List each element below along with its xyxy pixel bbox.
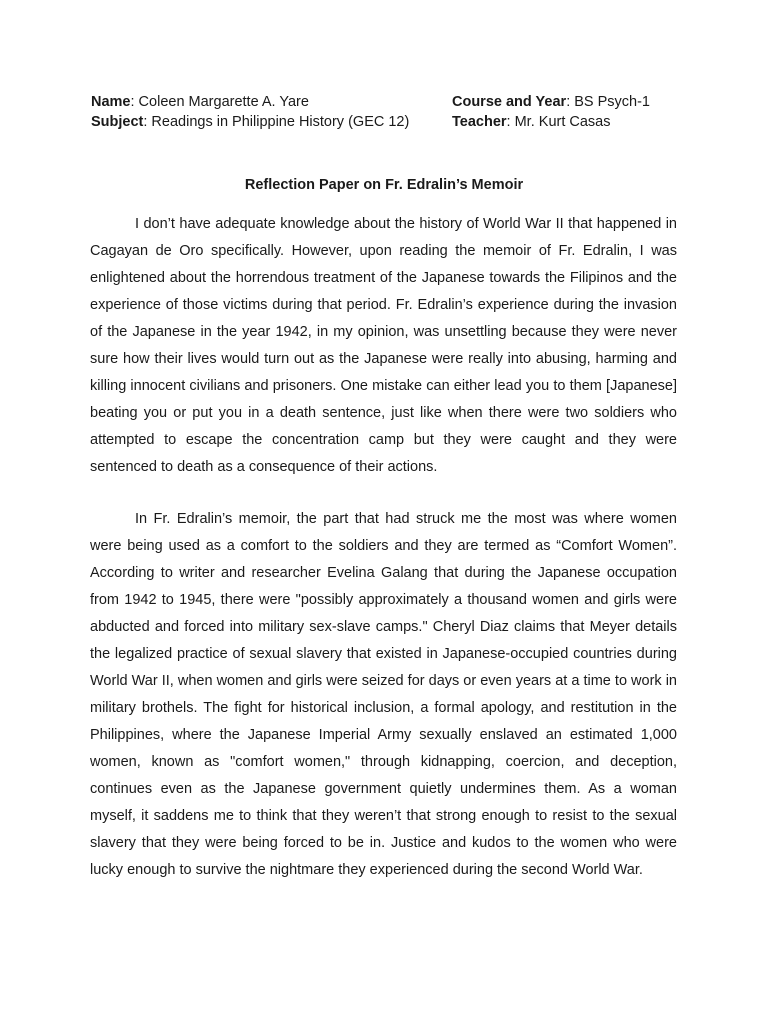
subject-label: Subject — [91, 114, 144, 130]
name-value: : Coleen Margarette A. Yare — [130, 94, 309, 110]
body-paragraph: In Fr. Edralin’s memoir, the part that had struck me the most was where women were being used as a comfort to the soldiers and they are termed as “Comfort Women”. According to writer and researcher Evelina Galang that during the Japanese occupation from 1942 to 1945, there were "possibly approximately a thousand women and girls were abducted and forced into military sex-slave camps." Cheryl Diaz claims that Meyer details the legalized practice of sexual slavery that existed in Japanese-occupied countries during World War II, when women and girls were seized for days or even years at a time to work in military brothels. The fight for historical inclusion, a formal apology, and restitution in the Philippines, where the Japanese Imperial Army sexually enslaved an estimated 1,000 women, known as "comfort women," through kidnapping, coercion, and deception, continues even as the Japanese government quietly undermines them. As a woman myself, it saddens me to think that they weren’t that strong enough to resist to the sexual slavery that they were being forced to be in. Justice and kudos to the women who were lucky enough to survive the nightmare they experienced during the second World War. — [90, 511, 677, 878]
header-row-1 — [91, 92, 691, 112]
body-paragraph-2-block — [90, 506, 677, 884]
teacher-field — [452, 112, 611, 132]
teacher-label: Teacher — [452, 114, 507, 130]
body-paragraph-1-block — [90, 211, 677, 481]
subject-field — [91, 112, 409, 132]
name-field — [91, 92, 309, 112]
document-header — [91, 92, 691, 132]
body-paragraph: I don’t have adequate knowledge about the history of World War II that happened in Cagayan de Oro specifically. However, upon reading the memoir of Fr. Edralin, I was enlightened about the horrendous treatment of the Japanese towards the Filipinos and the experience of those victims during that period. Fr. Edralin’s experience during the invasion of the Japanese in the year 1942, in my opinion, was unsettling because they were never sure how their lives would turn out as the Japanese were really into abusing, harming and killing innocent civilians and prisoners. One mistake can either lead you to them [Japanese] beating you or put you in a death sentence, just like when there were two soldiers who attempted to escape the concentration camp but they were caught and they were sentenced to death as a consequence of their actions. — [90, 216, 677, 475]
course-value: : BS Psych-1 — [566, 94, 650, 110]
document-title: Reflection Paper on Fr. Edralin’s Memoir — [244, 177, 524, 193]
subject-value: : Readings in Philippine History (GEC 12) — [143, 114, 410, 130]
course-field — [452, 92, 650, 112]
name-label: Name — [91, 94, 131, 110]
course-label: Course and Year — [452, 94, 567, 110]
teacher-value: : Mr. Kurt Casas — [506, 114, 611, 130]
header-row-2 — [91, 112, 691, 132]
